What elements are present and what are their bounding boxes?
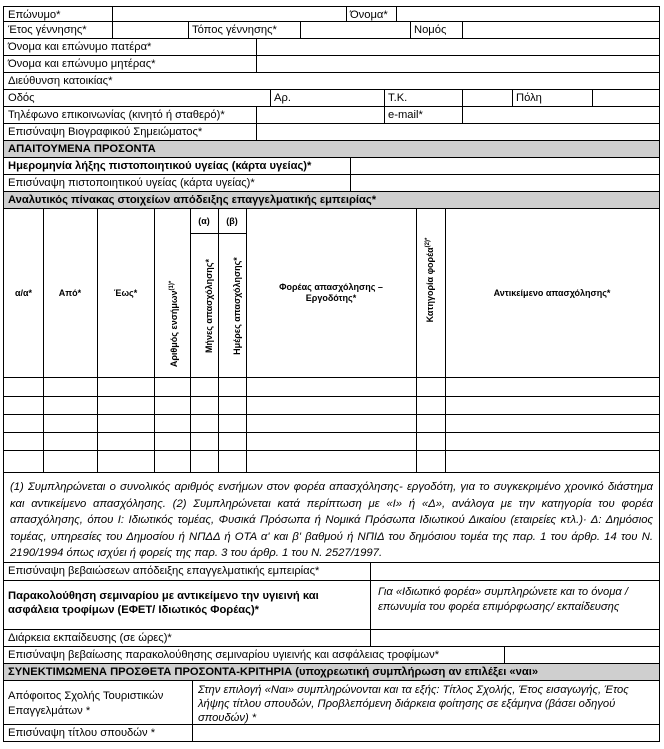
duration-label: Διάρκεια εκπαίδευσης (σε ώρες)* (8, 632, 172, 644)
health-attach-label: Επισύναψη πιστοποιητικού υγείας (κάρτα υγείας)* (8, 177, 255, 189)
name-label: Όνομα* (350, 9, 388, 21)
row-birth (3, 22, 660, 39)
duration-field[interactable] (370, 630, 659, 646)
health-date-field[interactable] (350, 158, 659, 174)
degree-attach-field[interactable] (192, 725, 659, 741)
experience-certs-label: Επισύναψη βεβαιώσεων απόδειξης επαγγελματικής εμπειρίας* (8, 565, 320, 577)
seminar-label: Παρακολούθηση σεμιναρίου με αντικείμενο την υγιεινή και ασφάλεια τροφίμων (ΕΦΕΤ/ Ιδιωτικός Φορέας)* (8, 590, 319, 616)
degree-attach-label: Επισύναψη τίτλου σπουδών * (8, 727, 156, 739)
experience-certs-field[interactable] (370, 563, 659, 580)
seminar-cert-label: Επισύναψη βεβαίωσης παρακολούθησης σεμιναρίου υγιεινής και ασφάλειας τροφίμων* (8, 649, 440, 661)
postal-code-field[interactable] (462, 90, 512, 106)
row-degree (3, 725, 660, 742)
col-aa-header: α/α* (14, 287, 33, 298)
col-days-header: Ημέρες απασχόλησης* (232, 257, 242, 355)
father-field[interactable] (256, 39, 659, 55)
col-employer-header: Φορέας απασχόλησης – Εργοδότης* (279, 282, 383, 303)
table-row[interactable] (4, 432, 659, 450)
experience-heading: Αναλυτικός πίνακας στοιχείων απόδειξης επαγγελματικής εμπειρίας* (8, 194, 377, 206)
cv-attach-field[interactable] (256, 124, 659, 140)
col-object-header: Αντικείμενο απασχόλησης* (493, 287, 611, 298)
street-field[interactable] (44, 90, 270, 106)
surname-label: Επώνυμο* (8, 9, 61, 21)
col-stamps-header: Αριθμός ενσήμων$^{(1)*}$ (169, 280, 179, 368)
city-field[interactable] (592, 90, 659, 106)
table-row[interactable] (4, 396, 659, 414)
prefecture-label: Νομός (414, 24, 447, 36)
col-from-header: Από* (58, 287, 82, 298)
row-duration (3, 630, 660, 647)
row-health-date (3, 158, 660, 175)
birth-year-field[interactable] (112, 22, 188, 38)
col-to-header: Έως* (113, 287, 138, 298)
father-label: Όνομα και επώνυμο πατέρα* (8, 41, 152, 53)
extra-heading: ΣΥΝΕΚΤΙΜΩΜΕΝΑ ΠΡΟΣΘΕΤΑ ΠΡΟΣΟΝΤΑ-ΚΡΙΤΗΡΙΑ (υποχρεωτική συμπλήρωση αν επιλέξει «ναι» (8, 666, 539, 678)
experience-table (3, 209, 660, 473)
application-form (3, 6, 660, 742)
phone-field[interactable] (256, 107, 384, 123)
row-address-heading (3, 73, 660, 90)
street-label: Οδός (8, 92, 35, 104)
required-heading: ΑΠΑΙΤΟΥΜΕΝΑ ΠΡΟΣΟΝΤΑ (8, 143, 156, 155)
required-heading-row (3, 141, 660, 158)
postal-code-label: Τ.Κ. (388, 92, 408, 104)
row-health-attach (3, 175, 660, 192)
health-attach-field[interactable] (350, 175, 659, 191)
birth-place-label: Τόπος γέννησης* (192, 24, 277, 36)
row-father (3, 39, 660, 56)
col-category-header: Κατηγορία φορέα$^{(2)*}$ (425, 237, 435, 323)
row-seminar (3, 581, 660, 630)
number-label: Αρ. (274, 92, 291, 104)
phone-label: Τηλέφωνο επικοινωνίας (κινητό ή σταθερό)* (8, 109, 225, 121)
name-field[interactable] (396, 7, 659, 21)
col-months-header: Μήνες απασχόλησης* (204, 259, 214, 354)
table-row[interactable] (4, 414, 659, 432)
row-cv (3, 124, 660, 141)
school-hint[interactable]: Στην επιλογή «Ναι» συμπληρώνονται και τα εξής: Τίτλος Σχολής, Έτος εισαγωγής, Έτος λήψης τίτλου σπουδών, Προβλεπόμενη διάρκεια φοίτησης σε εξάμηνα (βάσει οδηγού σπουδών) * (198, 684, 629, 724)
col-b-header: (β) (226, 215, 238, 226)
birth-place-field[interactable] (300, 22, 410, 38)
email-field[interactable] (462, 107, 659, 123)
experience-heading-row (3, 192, 660, 209)
seminar-cert-field[interactable] (504, 647, 659, 663)
seminar-hint[interactable]: Για «Ιδιωτικό φορέα» συμπληρώνετε και το όνομα /επωνυμία του φορέα επιμόρφωσης/ εκπαίδευσης (378, 586, 628, 613)
health-date-label: Ημερομηνία λήξης πιστοποιητικού υγείας (κάρτα υγείας)* (8, 160, 312, 172)
row-address (3, 90, 660, 107)
row-surname-name (3, 6, 660, 22)
mother-field[interactable] (256, 56, 659, 72)
footnotes: (1) Συμπληρώνεται ο συνολικός αριθμός ενσήμων στον φορέα απασχόλησης- εργοδότη, για το συγκεκριμένο χρονικό διάστημα και αντικείμενο απασχόλησης. (2) Συμπληρώνεται κατά περίπτωση με «Ι» ή «Δ», ανάλογα με την κατηγορία του φορέα απασχόλησης, όπου Ι: Ιδιωτικός τομέας, Φυσικά Πρόσωπα ή Νομικά Πρόσωπα Ιδιωτικού Δικαίου (εταιρείες κτλ.)· Δ: Δημόσιος τομέας, υπηρεσίες του Δημοσίου ή ΝΠΔΔ ή ΟΤΑ α' και β' βαθμού ή ΝΠΙΔ του δημόσιου τομέα της παρ. 1 του άρθρ. 14 του Ν. 2190/1994 όπως ισχύει ή φορείς της παρ. 3 του άρθρ. 1 του Ν. 2527/1997. (3, 473, 660, 563)
birth-year-label: Έτος γέννησης* (8, 24, 87, 36)
row-contact (3, 107, 660, 124)
surname-field[interactable] (112, 7, 346, 21)
row-school (3, 681, 660, 725)
table-row[interactable] (4, 450, 659, 472)
table-row[interactable] (4, 377, 659, 396)
mother-label: Όνομα και επώνυμο μητέρας* (8, 58, 156, 70)
extra-heading-row (3, 664, 660, 681)
email-label: e-mail* (388, 109, 423, 121)
row-mother (3, 56, 660, 73)
row-seminar-cert (3, 647, 660, 664)
col-a-header: (α) (198, 215, 210, 226)
cv-label: Επισύναψη Βιογραφικού Σημειώματος* (8, 126, 203, 138)
row-experience-certs (3, 563, 660, 581)
city-label: Πόλη (516, 92, 542, 104)
address-heading: Διεύθυνση κατοικίας* (8, 75, 113, 87)
school-label: Απόφοιτος Σχολής Τουριστικών Επαγγελμάτων * (8, 690, 164, 717)
prefecture-field[interactable] (462, 22, 659, 38)
